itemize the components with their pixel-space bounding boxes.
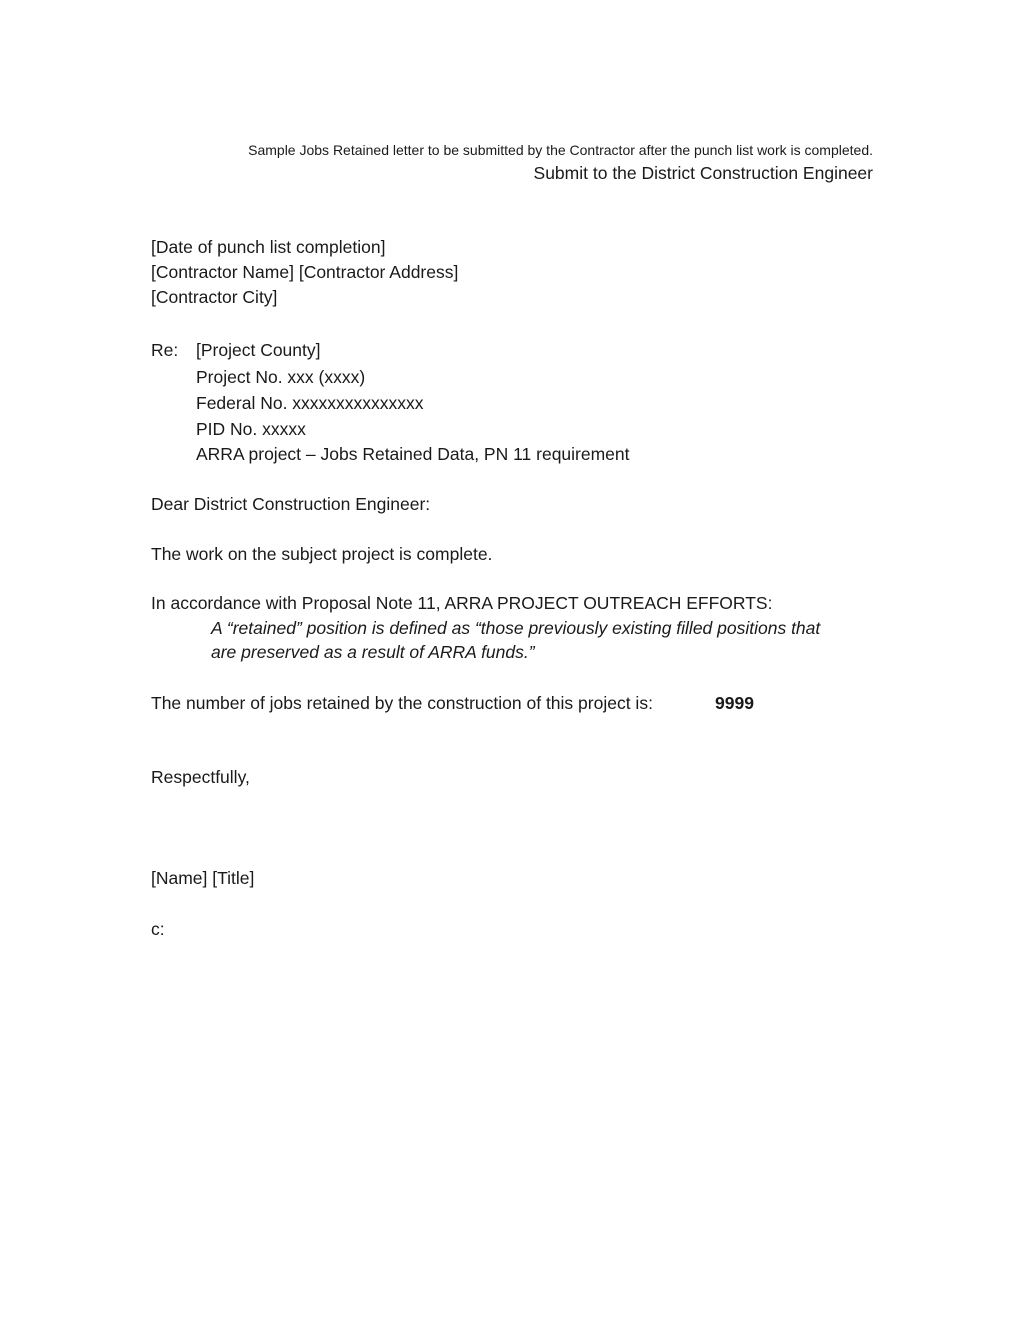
contractor-name-address: [Contractor Name] [Contractor Address] <box>151 262 459 282</box>
cc-label: c: <box>151 919 165 939</box>
proposal-note-statement: In accordance with Proposal Note 11, ARRA PROJECT OUTREACH EFFORTS: <box>151 593 773 613</box>
re-project-county: [Project County] <box>196 340 321 360</box>
re-federal-number: Federal No. xxxxxxxxxxxxxxx <box>196 393 424 413</box>
signature-name-title: [Name] [Title] <box>151 868 255 888</box>
closing: Respectfully, <box>151 767 250 787</box>
re-pid-number: PID No. xxxxx <box>196 419 306 439</box>
re-project-number: Project No. xxx (xxxx) <box>196 367 366 387</box>
re-label: Re: <box>151 340 179 360</box>
salutation: Dear District Construction Engineer: <box>151 494 431 514</box>
date-placeholder: [Date of punch list completion] <box>151 237 386 257</box>
completion-statement: The work on the subject project is complete. <box>151 544 493 564</box>
jobs-retained-count: 9999 <box>715 693 754 713</box>
retained-definition-line-1: A “retained” position is defined as “those previously existing filled positions that <box>211 618 821 638</box>
retained-definition-line-2: are preserved as a result of ARRA funds.” <box>211 642 535 662</box>
header-submit-to: Submit to the District Construction Engineer <box>533 163 873 183</box>
jobs-retained-statement: The number of jobs retained by the construction of this project is: <box>151 693 653 713</box>
re-arra-project: ARRA project – Jobs Retained Data, PN 11 requirement <box>196 444 630 464</box>
header-instruction-note: Sample Jobs Retained letter to be submitted by the Contractor after the punch list work is completed. <box>248 142 873 158</box>
contractor-city: [Contractor City] <box>151 287 278 307</box>
